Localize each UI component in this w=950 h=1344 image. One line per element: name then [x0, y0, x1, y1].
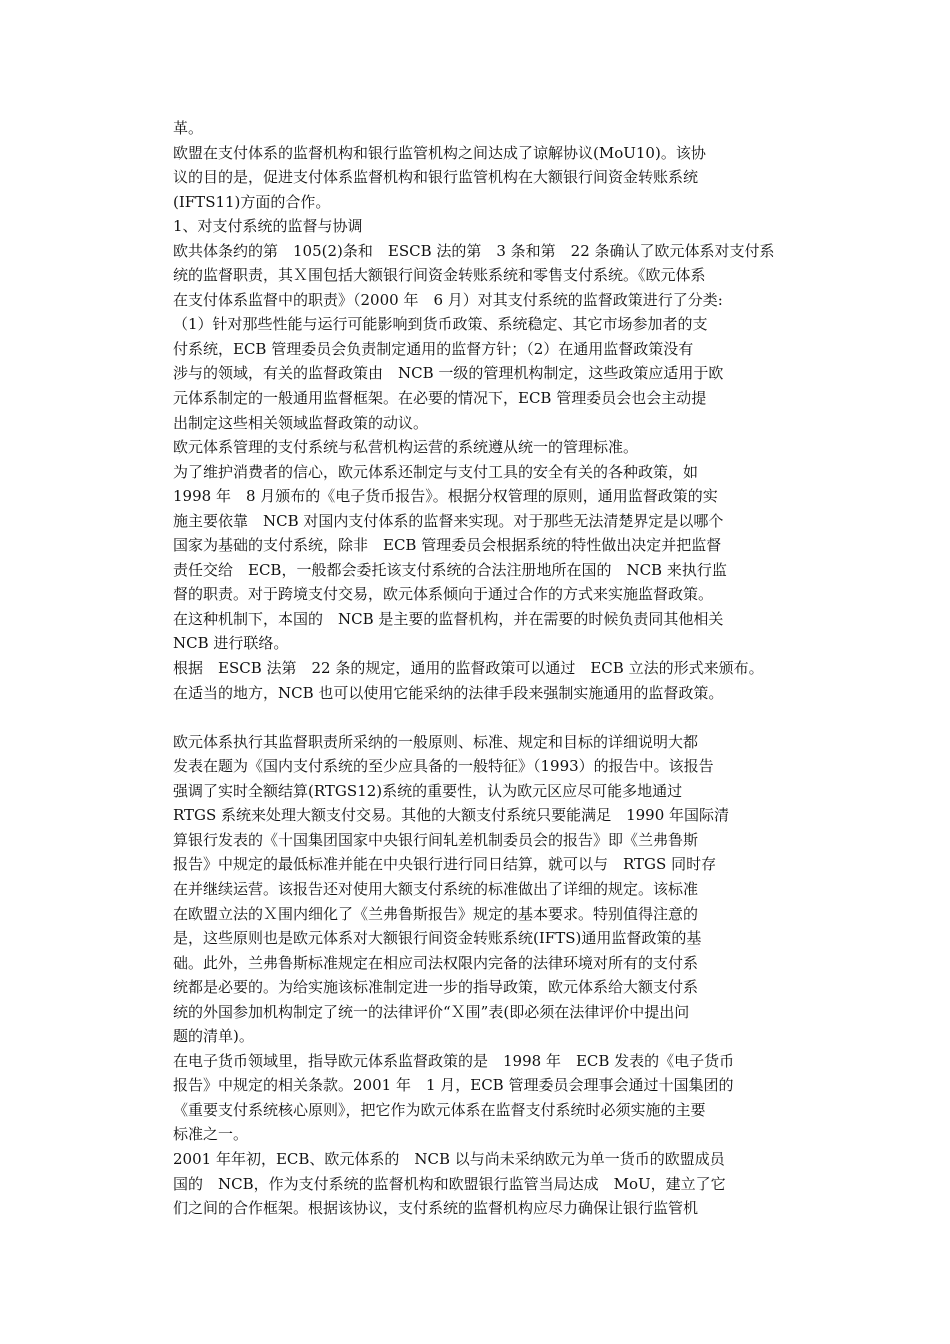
- text-line: NCB 进行联络。: [173, 634, 289, 653]
- text-line: 1998 年 8 月颁布的《电子货币报告》。根据分权管理的原则，通用监督政策的实: [173, 487, 718, 506]
- text-line: 础。此外，兰弗鲁斯标准规定在相应司法权限内完备的法律环境对所有的支付系: [173, 953, 699, 972]
- text-line: 国家为基础的支付系统，除非 ECB 管理委员会根据系统的特性做出决定并把监督: [173, 536, 722, 555]
- text-line: 发表在题为《国内支付系统的至少应具备的一般特征》（1993）的报告中。该报告: [173, 757, 714, 776]
- text-line: 元体系制定的一般通用监督框架。在必要的情况下，ECB 管理委员会也会主动提: [173, 389, 707, 408]
- text-line: 题的清单)。: [173, 1027, 254, 1046]
- text-line: 在电子货币领域里，指导欧元体系监督政策的是 1998 年 ECB 发表的《电子货币: [173, 1051, 735, 1070]
- text-line: RTGS 系统来处理大额支付交易。其他的大额支付系统只要能满足 1990 年国际清: [173, 806, 730, 825]
- text-line: （1）针对那些性能与运行可能影响到货币政策、系统稳定、其它市场参加者的支: [173, 315, 708, 334]
- text-line: 议的目的是，促进支付体系监督机构和银行监管机构在大额银行间资金转账系统: [173, 168, 699, 187]
- text-line: 欧元体系管理的支付系统与私营机构运营的系统遵从统一的管理标准。: [173, 438, 639, 457]
- text-line: 算银行发表的《十国集团国家中央银行间轧差机制委员会的报告》即《兰弗鲁斯: [173, 830, 699, 849]
- text-line: 标准之一。: [173, 1125, 249, 1144]
- text-line: 在这种机制下，本国的 NCB 是主要的监督机构，并在需要的时候负责同其他相关: [173, 609, 724, 628]
- text-line: 《重要支付系统核心原则》，把它作为欧元体系在监督支付系统时必须实施的主要: [173, 1100, 706, 1119]
- text-line: 是，这些原则也是欧元体系对大额银行间资金转账系统(IFTS)通用监督政策的基: [173, 929, 702, 948]
- text-line: 根据 ESCB 法第 22 条的规定，通用的监督政策可以通过 ECB 立法的形式来颁布。: [173, 659, 764, 678]
- text-line: 统的监督职责，其Ｘ围包括大额银行间资金转账系统和零售支付系统。《欧元体系: [173, 266, 706, 285]
- text-line: 在适当的地方，NCB 也可以使用它能采纳的法律手段来强制实施通用的监督政策。: [173, 683, 724, 702]
- text-line: 欧元体系执行其监督职责所采纳的一般原则、标准、规定和目标的详细说明大都: [173, 732, 699, 751]
- text-line: 革。: [173, 119, 204, 137]
- text-line: 欧共体条约的第 105(2)条和 ESCB 法的第 3 条和第 22 条确认了欧元体系对支付系: [173, 241, 775, 260]
- text-line: 们之间的合作框架。根据该协议，支付系统的监督机构应尽力确保让银行监管机: [173, 1199, 699, 1218]
- blank-line: [173, 705, 833, 730]
- text-line: 在欧盟立法的Ｘ围内细化了《兰弗鲁斯报告》规定的基本要求。特别值得注意的: [173, 904, 699, 923]
- text-line: 强调了实时全额结算(RTGS12)系统的重要性，认为欧元区应尽可能多地通过: [173, 781, 683, 800]
- text-line: 在并继续运营。该报告还对使用大额支付系统的标准做出了详细的规定。该标准: [173, 879, 699, 898]
- text-line: 国的 NCB，作为支付系统的监督机构和欧盟银行监管当局达成 MoU，建立了它: [173, 1174, 726, 1193]
- text-line: 为了维护消费者的信心，欧元体系还制定与支付工具的安全有关的各种政策，如: [173, 462, 699, 481]
- text-line: 统的外国参加机构制定了统一的法律评价“Ｘ围”表(即必须在法律评价中提出问: [173, 1002, 690, 1021]
- text-line: 出制定这些相关领域监督政策的动议。: [173, 413, 429, 432]
- document-body: [173, 116, 833, 1221]
- text-line: 报告》中规定的相关条款。2001 年 1 月，ECB 管理委员会理事会通过十国集团的: [173, 1076, 734, 1095]
- section-heading: 1、对支付系统的监督与协调: [173, 217, 363, 236]
- text-line: (IFTS11)方面的合作。: [173, 192, 331, 211]
- text-line: 付系统，ECB 管理委员会负责制定通用的监督方针；（2）在通用监督政策没有: [173, 339, 694, 358]
- text-line: 责任交给 ECB，一般都会委托该支付系统的合法注册地所在国的 NCB 来执行监: [173, 560, 727, 579]
- text-line: 欧盟在支付体系的监督机构和银行监管机构之间达成了谅解协议(MoU10)。该协: [173, 143, 706, 162]
- text-line: 报告》中规定的最低标准并能在中央银行进行同日结算，就可以与 RTGS 同时存: [173, 855, 717, 874]
- text-line: 在支付体系监督中的职责》（2000 年 6 月）对其支付系统的监督政策进行了分类:: [173, 290, 723, 309]
- text-line: 施主要依靠 NCB 对国内支付体系的监督来实现。对于那些无法清楚界定是以哪个: [173, 511, 724, 530]
- text-line: 2001 年年初，ECB、欧元体系的 NCB 以与尚未采纳欧元为单一货币的欧盟成员: [173, 1149, 725, 1168]
- text-line: 统都是必要的。为给实施该标准制定进一步的指导政策，欧元体系给大额支付系: [173, 978, 699, 997]
- text-line: 督的职责。对于跨境支付交易，欧元体系倾向于通过合作的方式来实施监督政策。: [173, 585, 714, 604]
- text-line: 涉与的领域，有关的监督政策由 NCB 一级的管理机构制定，这些政策应适用于欧: [173, 364, 724, 383]
